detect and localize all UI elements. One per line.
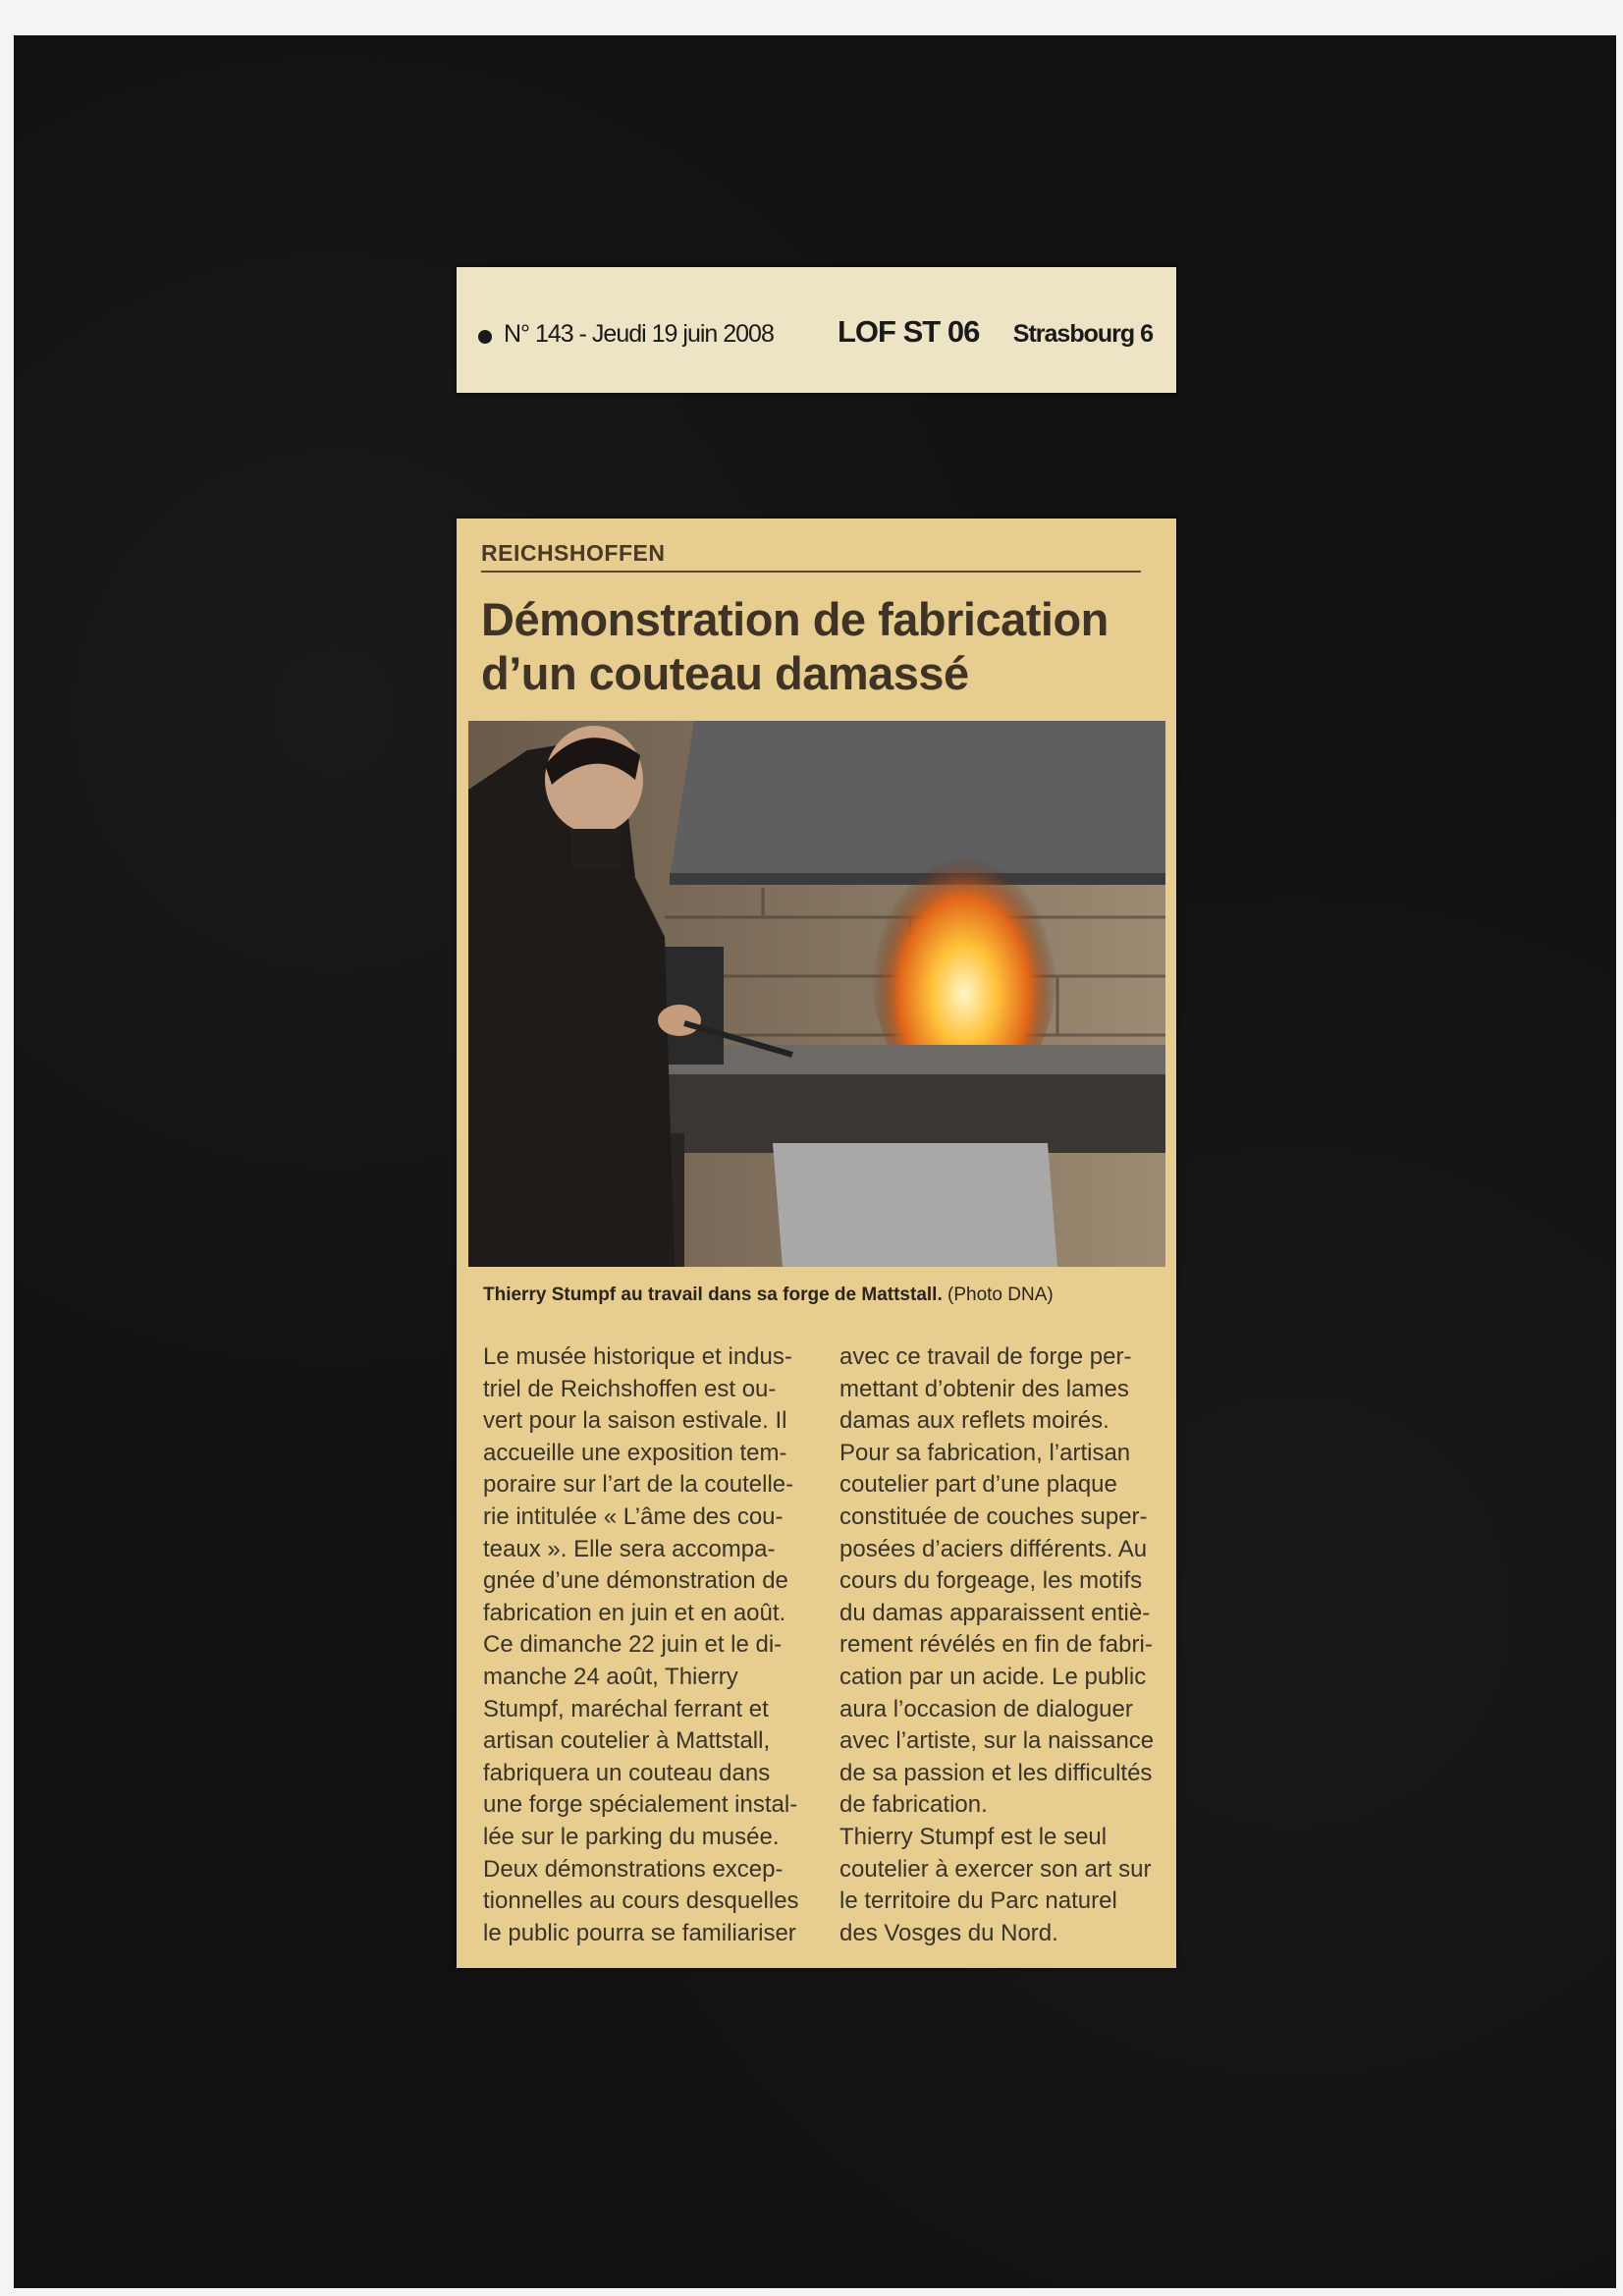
body-line: de sa passion et les difficultés: [839, 1759, 1153, 1786]
body-line: fabriquera un couteau dans: [483, 1759, 771, 1786]
edition-label: Strasbourg 6: [1012, 320, 1153, 348]
body-line: artisan coutelier à Mattstall,: [483, 1727, 771, 1755]
body-line: Pour sa fabrication, l’artisan: [839, 1439, 1131, 1466]
body-line: manche 24 août, Thierry: [483, 1663, 738, 1690]
body-line: accueille une exposition tem-: [483, 1439, 787, 1466]
body-line: avec l’artiste, sur la naissance: [839, 1727, 1155, 1755]
body-line: Deux démonstrations excep-: [483, 1855, 784, 1883]
body-line: une forge spécialement instal-: [483, 1791, 798, 1819]
body-line: Le musée historique et indus-: [483, 1343, 792, 1370]
forge-photo-illustration: [468, 721, 1165, 1267]
photo-caption: [483, 1285, 1161, 1306]
body-line: mettant d’obtenir des lames: [839, 1375, 1129, 1402]
bullet-icon: [478, 330, 492, 344]
body-line: fabrication en juin et en août.: [483, 1599, 786, 1626]
body-line: cours du forgeage, les motifs: [839, 1567, 1143, 1595]
rubric-divider: [481, 571, 1141, 573]
caption-text: Thierry Stumpf au travail dans sa forge de Mattstall.: [483, 1285, 943, 1305]
body-line: cation par un acide. Le public: [839, 1663, 1147, 1690]
headline-line-2: d’un couteau damassé: [481, 647, 969, 699]
body-line: posées d’aciers différents. Au: [839, 1535, 1148, 1562]
body-line: rie intitulée « L’âme des cou-: [483, 1503, 784, 1530]
rubric-label: REICHSHOFFEN: [481, 540, 666, 566]
body-line: vert pour la saison estivale. Il: [483, 1407, 787, 1435]
body-line: teaux ». Elle sera accompa-: [483, 1535, 776, 1562]
page-code: LOF ST 06: [838, 314, 980, 349]
article-column-1: [483, 1341, 807, 1949]
article-column-2: [839, 1341, 1163, 1949]
body-line: le public pourra se familiariser: [483, 1919, 796, 1946]
body-line: coutelier part d’une plaque: [839, 1471, 1117, 1499]
body-line: avec ce travail de forge per-: [839, 1343, 1132, 1370]
body-line: constituée de couches super-: [839, 1503, 1148, 1530]
body-line: de fabrication.: [839, 1791, 988, 1819]
article-headline: [481, 592, 1159, 700]
body-line: gnée d’une démonstration de: [483, 1567, 788, 1595]
caption-credit: (Photo DNA): [947, 1285, 1054, 1305]
body-line: damas aux reflets moirés.: [839, 1407, 1109, 1435]
body-line: lée sur le parking du musée.: [483, 1823, 780, 1850]
body-line: tionnelles au cours desquelles: [483, 1887, 799, 1915]
article-clipping: [457, 519, 1176, 1968]
body-line: Thierry Stumpf est le seul: [839, 1823, 1108, 1850]
body-line: poraire sur l’art de la coutelle-: [483, 1471, 794, 1499]
body-line: des Vosges du Nord.: [839, 1919, 1058, 1946]
body-line: coutelier à exercer son art sur: [839, 1855, 1152, 1883]
body-line: aura l’occasion de dialoguer: [839, 1695, 1133, 1722]
article-photo: [468, 721, 1165, 1267]
body-line: le territoire du Parc naturel: [839, 1887, 1117, 1915]
headline-line-1: Démonstration de fabrication: [481, 593, 1109, 645]
body-line: Ce dimanche 22 juin et le di-: [483, 1631, 783, 1659]
newspaper-header-strip: [457, 267, 1176, 393]
body-line: rement révélés en fin de fabri-: [839, 1631, 1153, 1659]
body-line: Stumpf, maréchal ferrant et: [483, 1695, 769, 1722]
issue-date: N° 143 - Jeudi 19 juin 2008: [504, 320, 774, 348]
body-line: du damas apparaissent entiè-: [839, 1599, 1151, 1626]
body-line: triel de Reichshoffen est ou-: [483, 1375, 777, 1402]
